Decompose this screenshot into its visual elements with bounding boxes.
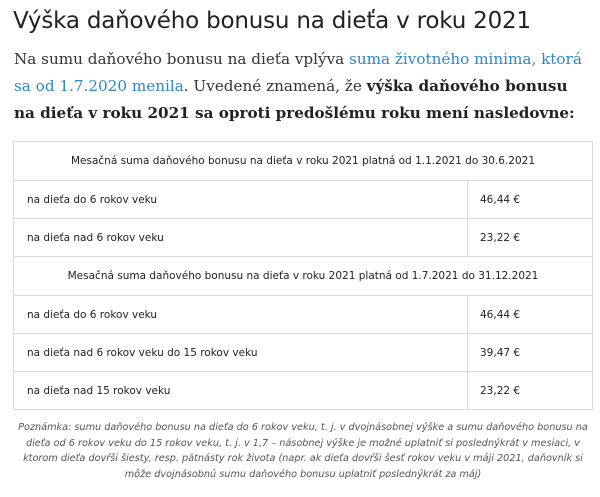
table-section-header-row xyxy=(14,257,593,296)
table-row xyxy=(14,372,593,410)
table-row xyxy=(14,296,593,334)
zivotne-minimum-link[interactable]: suma životného minima, ktorá sa od 1.7.2020 menila xyxy=(14,50,582,95)
row-value: 23,22 € xyxy=(468,219,593,257)
intro-text-1: Na sumu daňového bonusu na dieťa vplýva xyxy=(14,50,350,68)
row-label: na dieťa nad 6 rokov veku do 15 rokov veku xyxy=(14,334,468,372)
row-value: 39,47 € xyxy=(468,334,593,372)
table-row xyxy=(14,181,593,219)
table-row xyxy=(14,219,593,257)
table-section-header-row xyxy=(14,142,593,181)
table-row xyxy=(14,334,593,372)
table-note: Poznámka: sumu daňového bonusu na dieťa do 6 rokov veku, t. j. v dvojnásobnej výške a sumu daňového bonusu na dieťa od 6 rokov veku do 15 rokov veku, t. j. v 1,7 – násobnej výške je možné uplatniť si poslednýkrát v mesiaci, v ktorom dieťa dovŕši šiesty, resp. pätnásty rok života (napr. ak dieťa dovŕši šesť rokov veku v máji 2021, daňovník si môže dvojnásobnú sumu daňového bonusu uplatniť poslednýkrát za máj) xyxy=(18,422,588,480)
row-value: 46,44 € xyxy=(468,181,593,219)
row-label: na dieťa do 6 rokov veku xyxy=(14,181,468,219)
bonus-table xyxy=(13,141,593,410)
row-label: na dieťa nad 6 rokov veku xyxy=(14,219,468,257)
row-value: 23,22 € xyxy=(468,372,593,410)
intro-bold-text: výška daňového bonusu na dieťa v roku 2021 sa oproti predošlému roku mení nasledovne: xyxy=(14,77,575,122)
row-label: na dieťa nad 15 rokov veku xyxy=(14,372,468,410)
section2-header: Mesačná suma daňového bonusu na dieťa v roku 2021 platná od 1.7.2021 do 31.12.2021 xyxy=(14,257,593,296)
row-label: na dieťa do 6 rokov veku xyxy=(14,296,468,334)
section1-header: Mesačná suma daňového bonusu na dieťa v roku 2021 platná od 1.1.2021 do 30.6.2021 xyxy=(14,142,593,181)
page-title: Výška daňového bonusu na dieťa v roku 2021 xyxy=(13,8,531,34)
row-value: 46,44 € xyxy=(468,296,593,334)
intro-text-2: . Uvedené znamená, že xyxy=(183,77,367,95)
intro-paragraph xyxy=(14,46,592,127)
